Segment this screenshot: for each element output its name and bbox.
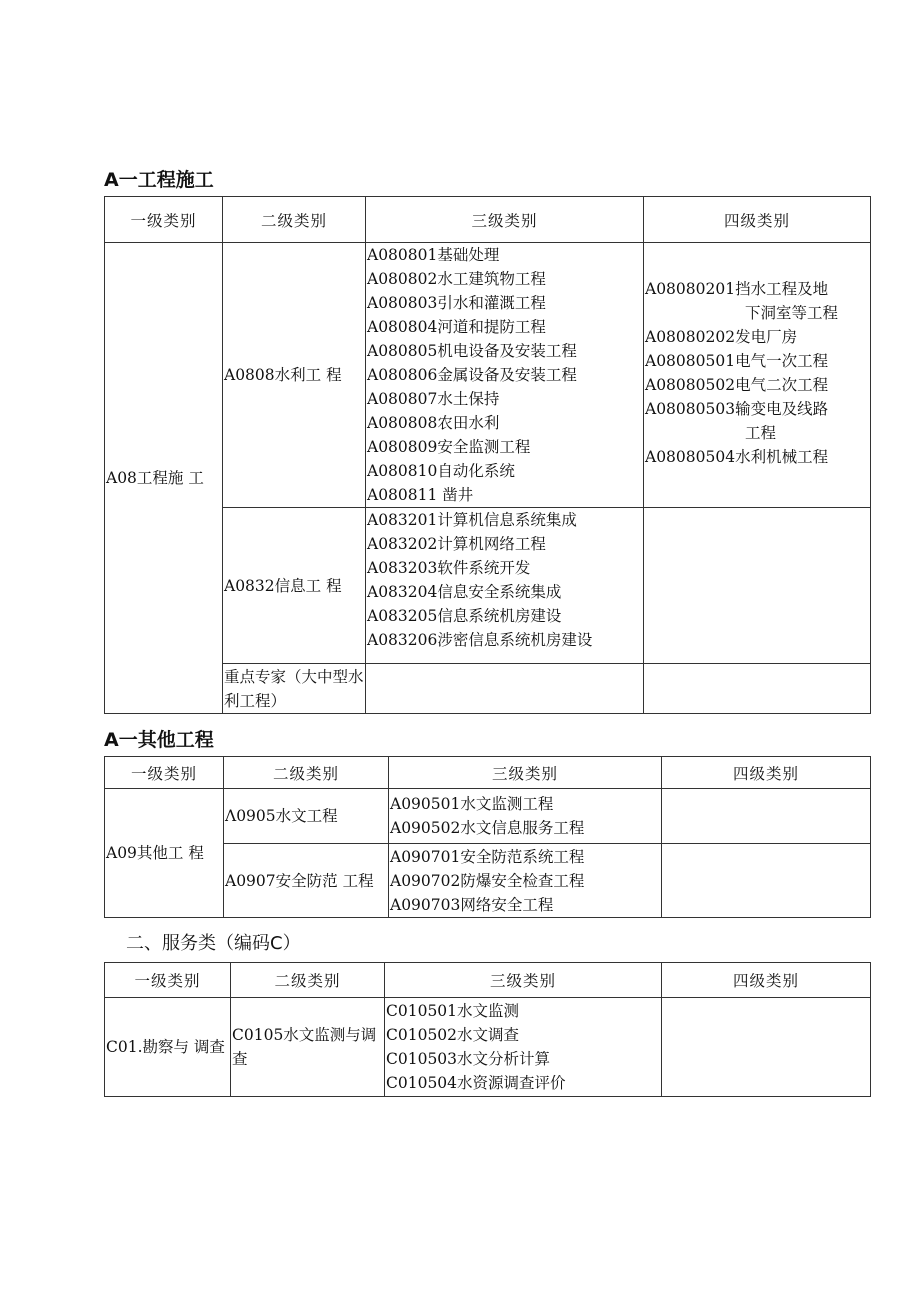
level2-cell: A0832信息工 程 (223, 508, 366, 664)
level4-empty (662, 844, 871, 918)
header-level2: 二级类别 (224, 757, 389, 789)
list-item: C010503水文分析计算 (386, 1050, 551, 1068)
list-item: A08080201挡水工程及地 (645, 280, 829, 298)
header-level2: 二级类别 (223, 197, 366, 243)
list-item: A080808农田水利 (367, 414, 500, 432)
list-item: A090501水文监测工程 (390, 795, 554, 813)
list-item: C010501水文监测 (386, 1002, 520, 1020)
list-item: A080807水土保持 (367, 390, 500, 408)
list-item: A083202计算机网络工程 (367, 535, 546, 553)
list-item: A080809安全监测工程 (367, 438, 531, 456)
header-level4: 四级类别 (662, 757, 871, 789)
table-a08 (104, 196, 871, 714)
list-item: A090702防爆安全检查工程 (390, 871, 585, 890)
level2-cell: C0105水文监测与调查 (231, 998, 385, 1097)
level1-cell: A09其他工 程 (105, 789, 224, 918)
list-item: A080810自动化系统 (367, 462, 515, 480)
list-item: A080803引水和灌溉工程 (367, 294, 546, 312)
level3-list (366, 243, 644, 508)
level3-list (385, 998, 662, 1097)
list-item: A090701安全防范系统工程 (390, 847, 585, 866)
list-item: A083206涉密信息系统机房建设 (367, 631, 593, 649)
level1-cell: A08工程施 工 (105, 243, 223, 714)
level4-empty (644, 664, 871, 714)
level2-cell: 重点专家（大中型水利工程） (223, 664, 366, 714)
header-level3: 三级类别 (366, 197, 644, 243)
list-item: 工程 (745, 424, 777, 442)
level4-empty (662, 998, 871, 1097)
level2-cell: A0907安全防范 工程 (224, 844, 389, 918)
level2-cell: A0808水利工 程 (223, 243, 366, 508)
header-level1: 一级类别 (105, 757, 224, 789)
list-item: A080806金属设备及安装工程 (367, 366, 577, 384)
list-item: C010502水文调查 (386, 1026, 520, 1044)
header-level2: 二级类别 (231, 963, 385, 998)
level3-list (366, 508, 644, 664)
list-item: A083204信息安全系统集成 (367, 583, 562, 601)
list-item: A080805机电设备及安装工程 (367, 342, 577, 360)
list-item: A083203软件系统开发 (367, 559, 531, 577)
list-item: A080801基础处理 (367, 246, 500, 264)
list-item: C010504水资源调查评价 (386, 1074, 566, 1092)
level3-list (389, 789, 662, 844)
header-level3: 三级类别 (389, 757, 662, 789)
section-a09-title: A一其他工程 (104, 729, 214, 751)
level1-cell: C01.勘察与 调查 (105, 998, 231, 1097)
list-item: A08080202发电厂房 (645, 328, 798, 346)
list-item: A083205信息系统机房建设 (367, 607, 562, 625)
level2-cell: Λ0905水文工程 (224, 789, 389, 844)
header-level4: 四级类别 (644, 197, 871, 243)
list-item: A08080501电气一次工程 (645, 352, 829, 370)
list-item: A083201计算机信息系统集成 (367, 511, 577, 529)
level4-empty (662, 789, 871, 844)
table-a09 (104, 756, 871, 918)
level4-list (644, 243, 871, 508)
level3-list (389, 844, 662, 918)
level3-empty (366, 664, 644, 714)
header-level1: 一级类别 (105, 963, 231, 998)
table-c (104, 962, 871, 1097)
header-level3: 三级类别 (385, 963, 662, 998)
section-c-title: 二、服务类（编码C） (126, 933, 301, 954)
level4-empty (644, 508, 871, 664)
list-item: A080802水工建筑物工程 (367, 270, 546, 288)
section-a08-title: A一工程施工 (104, 169, 214, 191)
list-item: 下洞室等工程 (745, 304, 839, 322)
list-item: A090502水文信息服务工程 (390, 819, 585, 837)
header-level1: 一级类别 (105, 197, 223, 243)
list-item: A080811 凿井 (367, 486, 474, 504)
list-item: A090703网络安全工程 (390, 895, 554, 914)
header-level4: 四级类别 (662, 963, 871, 998)
list-item: A08080504水利机械工程 (645, 448, 829, 466)
list-item: A08080502电气二次工程 (645, 376, 829, 394)
list-item: A08080503输变电及线路 (645, 400, 829, 418)
list-item: A080804河道和提防工程 (367, 318, 546, 336)
